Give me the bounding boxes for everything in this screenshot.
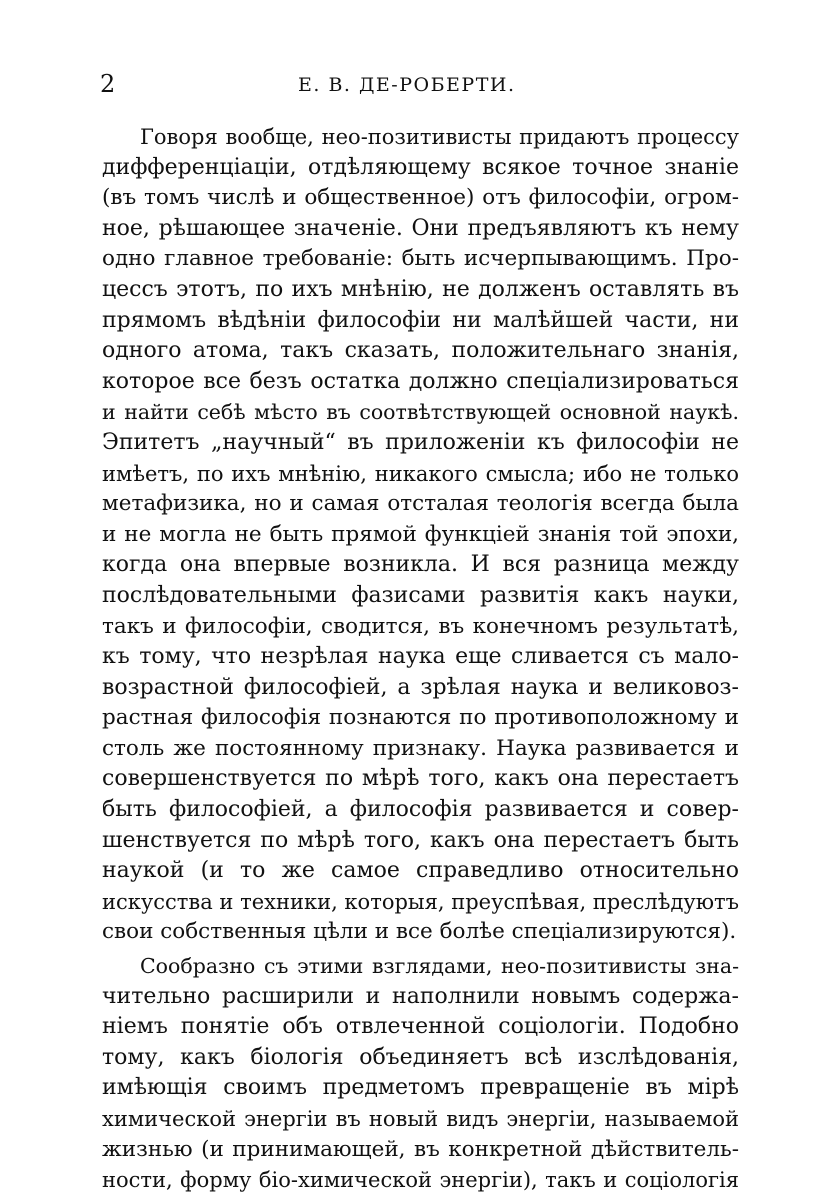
text-line: и найти себѣ мѣсто въ соотвѣтствующей основной наукѣ. (102, 400, 739, 425)
text-line: Эпитетъ „научный“ въ приложеніи къ философіи не (102, 429, 739, 455)
running-head-title: Е. В. ДЕ-РОБЕРТИ. (298, 74, 516, 96)
text-line: къ тому, что незрѣлая наука еще сливается съ мало- (102, 644, 739, 670)
text-line: наукой (и то же самое справедливо относительно (102, 858, 739, 884)
text-line: ніемъ понятіе объ отвлеченной соціологіи. Подобно (102, 1014, 739, 1040)
text-line: свои собственныя цѣли и все болѣе спеціализируются). (102, 919, 737, 945)
paragraph-2 (102, 951, 739, 1196)
text-line: и не могла не быть прямой функціей знанія той эпохи, (102, 521, 739, 547)
text-line: когда она впервые возникла. И вся разница между (102, 552, 739, 578)
text-line: прямомъ вѣдѣніи философіи ни малѣйшей части, ни (102, 307, 739, 333)
text-line: ное, рѣшающее значеніе. Они предъявляютъ къ нему (102, 215, 739, 241)
text-line: имѣетъ, по ихъ мнѣнію, никакого смысла; ибо не только (102, 461, 739, 486)
text-line: искусства и техники, которыя, преуспѣвая, преслѣдуютъ (102, 889, 739, 914)
text-line: совершенствуется по мѣрѣ того, какъ она перестаетъ (102, 766, 739, 792)
text-line: быть философіей, а философія развивается и совер- (102, 797, 739, 823)
text-line: тому, какъ біологія объединяетъ всѣ изслѣдованія, (102, 1044, 739, 1070)
text-line: метафизика, но и самая отсталая теологія всегда была (102, 491, 739, 517)
text-line: химической энергіи въ новый видъ энергіи, называемой (102, 1107, 739, 1131)
body-text (102, 122, 739, 1196)
text-line: Сообразно съ этими взглядами, нео-позитивисты зна- (140, 954, 739, 979)
text-line: одного атома, такъ сказать, положительнаго знанія, (102, 338, 739, 364)
text-line: чительно расширили и наполнили новымъ содержа- (102, 983, 739, 1009)
text-line: Говоря вообще, нео-позитивисты придаютъ процессу (140, 125, 739, 149)
text-line: одно главное требованіе: быть исчерпывающимъ. Про- (102, 246, 739, 272)
text-line: цессъ этотъ, по ихъ мнѣнію, не долженъ оставлять въ (102, 276, 739, 302)
text-line: имѣющія своимъ предметомъ превращеніе въ мірѣ (102, 1075, 739, 1101)
text-line: (въ томъ числѣ и общественное) отъ философіи, огром- (102, 185, 739, 211)
text-line: растная философія познаются по противоположному и (102, 705, 739, 731)
text-line: послѣдовательными фазисами развитія какъ науки, (102, 582, 739, 608)
text-line: шенствуется по мѣрѣ того, какъ она перестаетъ быть (102, 827, 739, 853)
text-line: дифференціаціи, отдѣляющему всякое точное знаніе (102, 154, 739, 180)
text-line: такъ и философіи, сводится, въ конечномъ результатѣ, (102, 613, 739, 639)
paragraph-1 (102, 122, 739, 948)
text-line: столь же постоянному признаку. Наука развивается и (102, 735, 739, 761)
text-line: жизнью (и принимающей, въ конкретной дѣйствитель- (102, 1136, 739, 1162)
text-line: которое все безъ остатка должно спеціализироваться (102, 368, 739, 394)
text-line: ности, форму біо-химической энергіи), такъ и соціологія (102, 1168, 739, 1193)
text-line: возрастной философіей, а зрѣлая наука и великовоз- (102, 674, 739, 700)
page-number: 2 (100, 70, 116, 98)
